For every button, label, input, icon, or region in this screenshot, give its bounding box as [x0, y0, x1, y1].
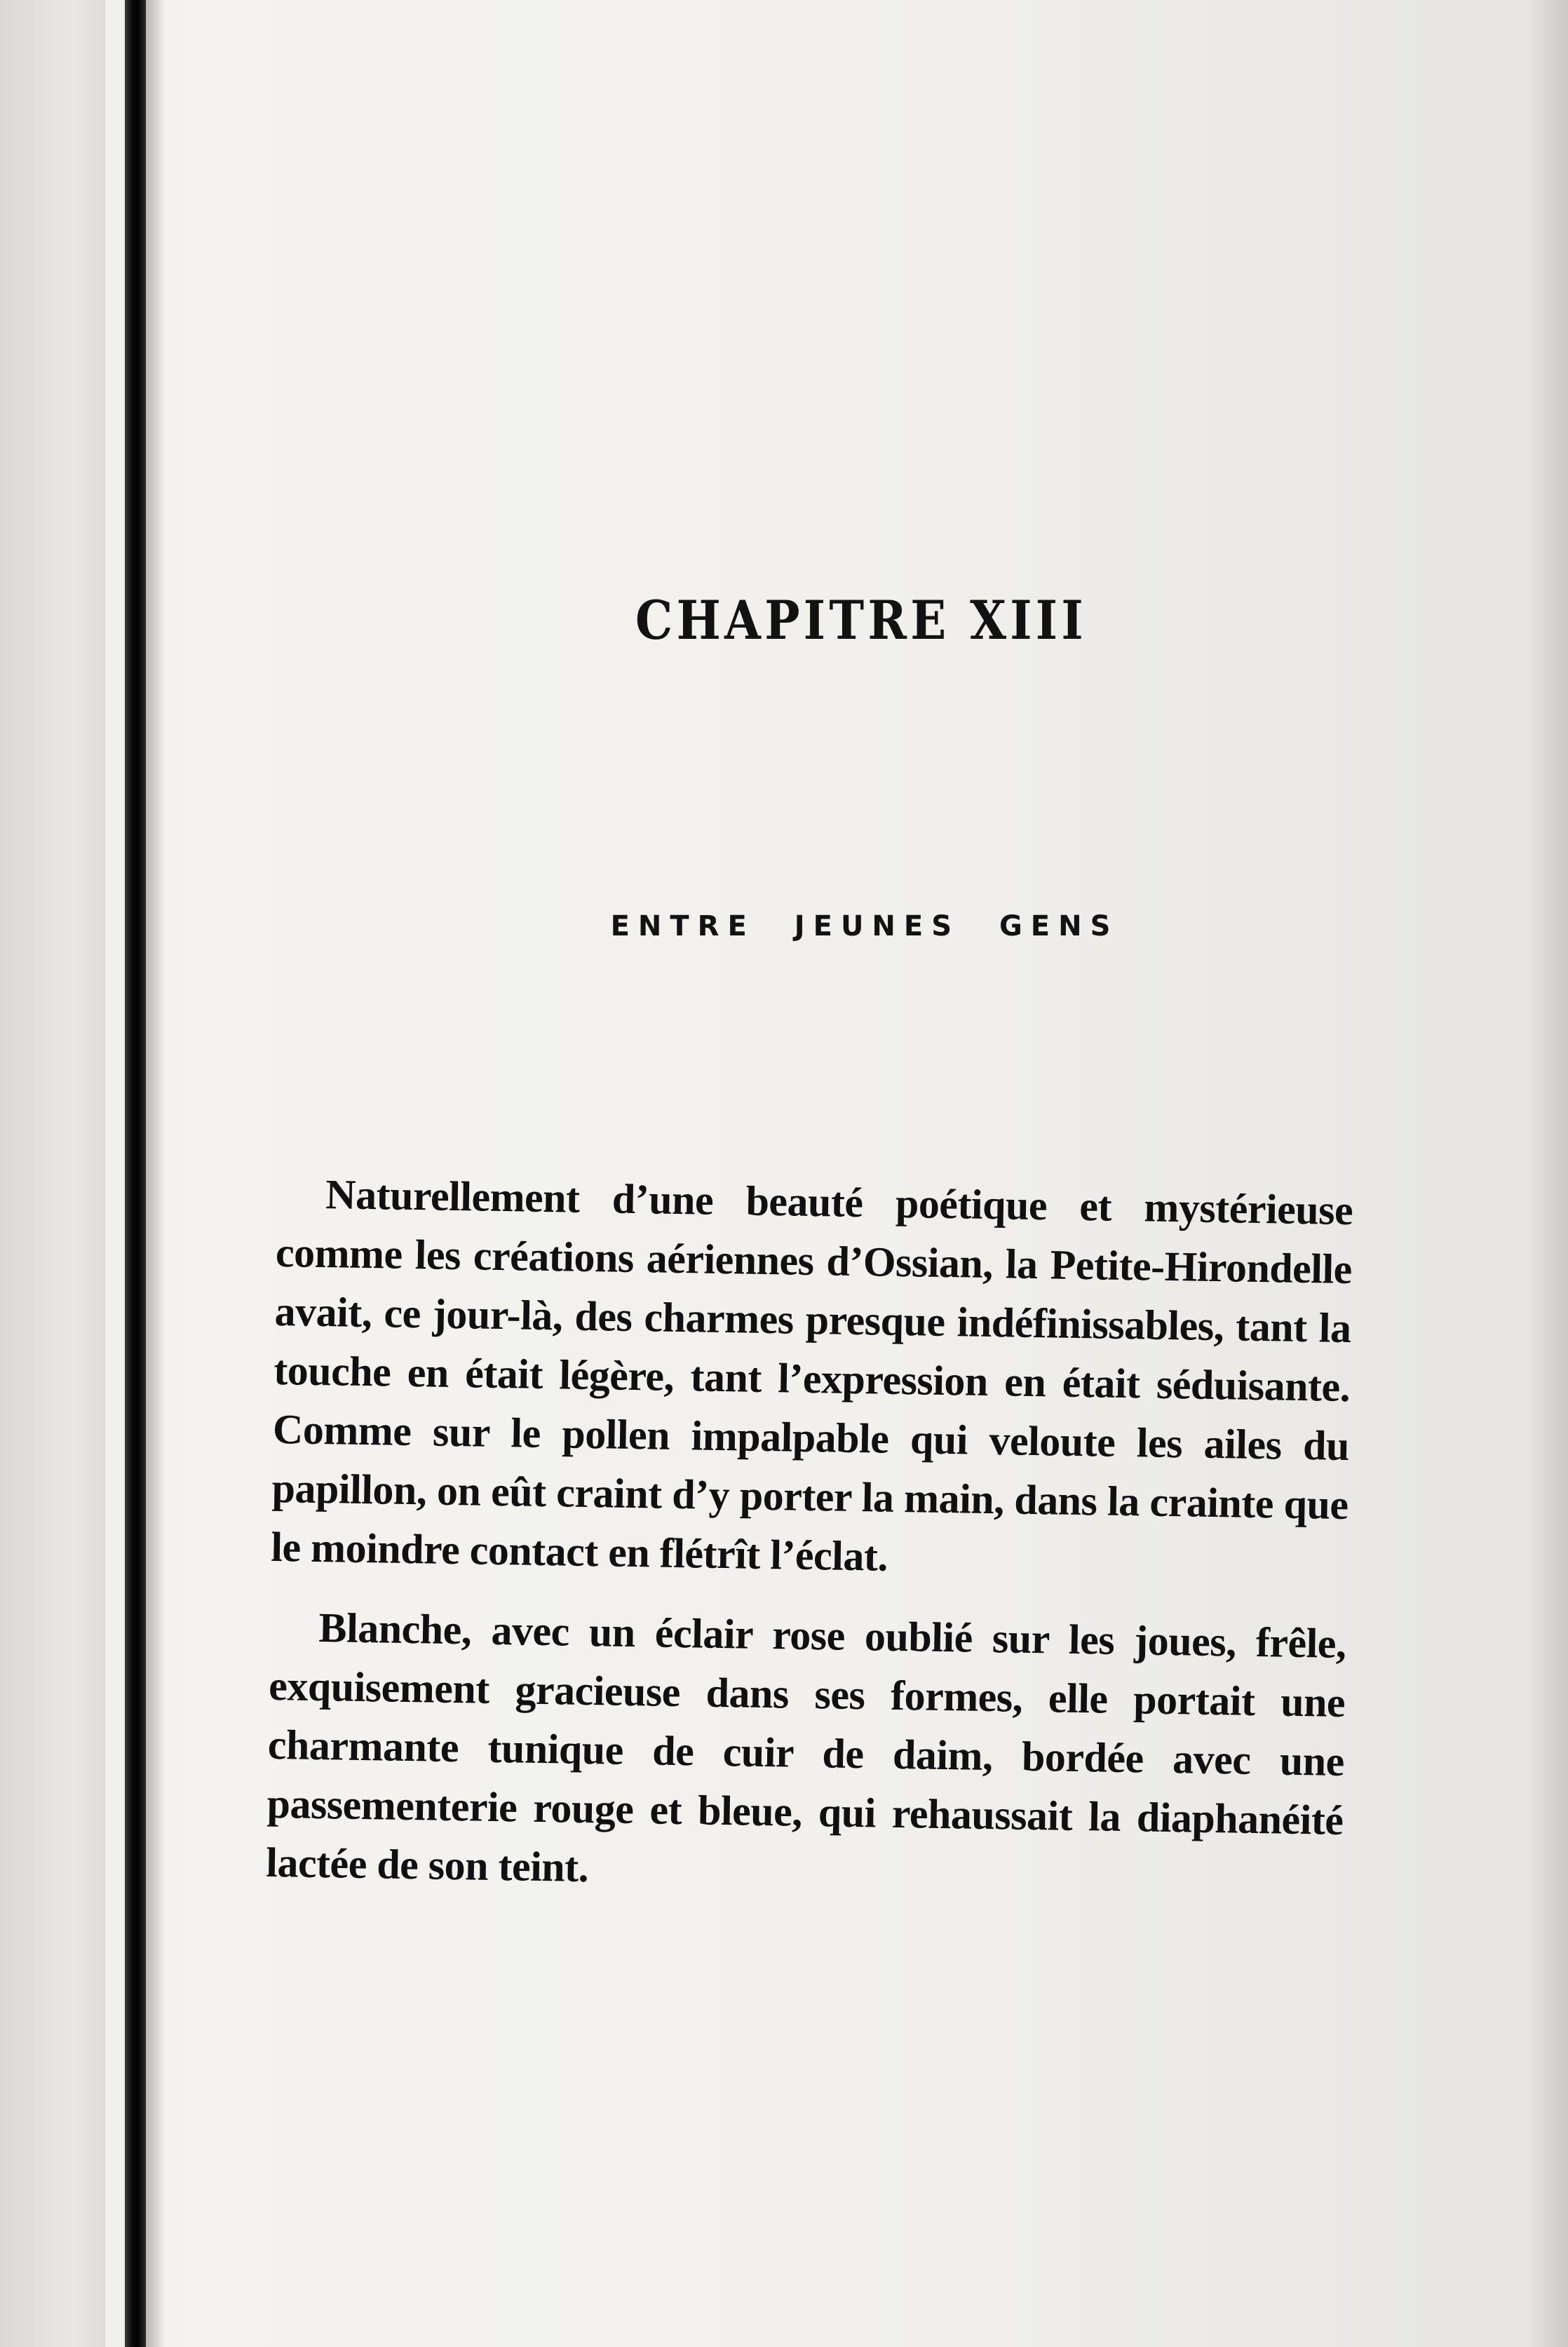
- binding-shadow: [146, 0, 165, 2347]
- body-text: [266, 1164, 1353, 1909]
- chapter-subtitle: ENTRE JEUNES GENS: [610, 910, 1119, 942]
- paragraph: Blanche, avec un éclair rose oublié sur les joues, frêle, exquisement gracieuse dans ses formes, elle portait une charmante tunique de cuir de daim, bordée avec une passementerie rouge et bleue, qui rehaussait la diaphanéité lactée de son teint.: [265, 1604, 1346, 1891]
- chapter-title: CHAPITRE XIII: [635, 589, 1087, 651]
- page-edge-shadow: [1526, 0, 1568, 2347]
- adjacent-page-margin: [0, 0, 105, 2347]
- binding-edge: [125, 0, 146, 2347]
- paragraph: Naturellement d’une beauté poétique et mystérieuse comme les créations aériennes d’Ossian, la Petite-Hirondelle avait, ce jour-là, des charmes presque indéfinissables, tant la touche en était légère, tant l’expression en était séduisante. Comme sur le pollen impalpable qui veloute les ailes du papillon, on eût craint d’y porter la main, dans la crainte que le moindre contact en flétrît l’éclat.: [270, 1171, 1353, 1580]
